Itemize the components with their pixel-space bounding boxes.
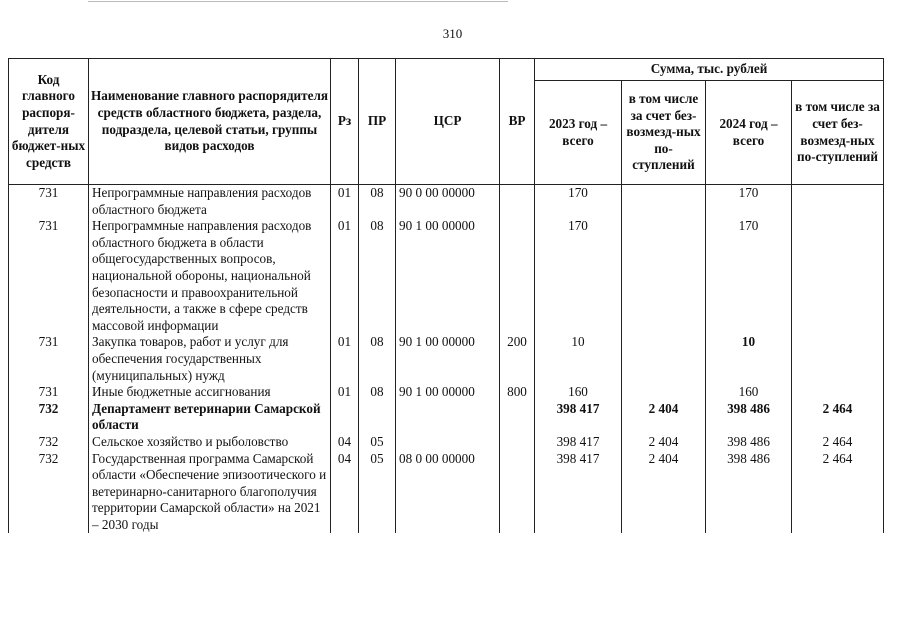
- row-code: 732: [9, 401, 89, 434]
- row-free-2023: 2 404: [622, 434, 706, 451]
- row-free-2024: [792, 218, 884, 334]
- row-pr: 08: [359, 334, 396, 384]
- header-code: Код главного распоря-дителя бюджет-ных средств: [9, 59, 89, 185]
- row-csr: 08 0 00 00000: [396, 451, 500, 534]
- table-row: [9, 384, 884, 401]
- row-csr: 90 1 00 00000: [396, 218, 500, 334]
- row-vr: [500, 218, 535, 334]
- row-csr: [396, 434, 500, 451]
- row-pr: 05: [359, 434, 396, 451]
- header-csr: ЦСР: [396, 59, 500, 185]
- row-name: Сельское хозяйство и рыболовство: [89, 434, 331, 451]
- header-2023-free: в том числе за счет без-возмезд-ных по-ступлений: [622, 81, 706, 185]
- header-2024-free: в том числе за счет без-возмезд-ных по-ступлений: [792, 81, 884, 185]
- row-name: Непрограммные направления расходов областного бюджета в области общегосударственных вопросов, национальной обороны, национальной безопасности и правоохранительной деятельности, а также в сфере средств массовой информации: [89, 218, 331, 334]
- row-csr: 90 1 00 00000: [396, 384, 500, 401]
- row-pr: [359, 401, 396, 434]
- row-free-2024: 2 464: [792, 451, 884, 534]
- row-free-2024: 2 464: [792, 401, 884, 434]
- table-row: [9, 185, 884, 219]
- row-name: Иные бюджетные ассигнования: [89, 384, 331, 401]
- page-number: 310: [442, 26, 463, 41]
- row-sum-2023: 398 417: [535, 401, 622, 434]
- row-csr: [396, 401, 500, 434]
- row-sum-2023: 170: [535, 185, 622, 219]
- top-rule: [88, 1, 508, 2]
- row-free-2023: [622, 334, 706, 384]
- row-free-2024: [792, 384, 884, 401]
- row-sum-2023: 398 417: [535, 451, 622, 534]
- row-vr: [500, 185, 535, 219]
- row-code: 731: [9, 185, 89, 219]
- row-free-2024: [792, 185, 884, 219]
- row-sum-2024: 170: [706, 185, 792, 219]
- row-code: 732: [9, 451, 89, 534]
- row-sum-2024: 398 486: [706, 401, 792, 434]
- row-vr: [500, 451, 535, 534]
- row-rz: 01: [331, 218, 359, 334]
- row-pr: 08: [359, 218, 396, 334]
- row-rz: 04: [331, 434, 359, 451]
- header-2023-total: 2023 год – всего: [535, 81, 622, 185]
- row-pr: 05: [359, 451, 396, 534]
- row-code: 731: [9, 218, 89, 334]
- row-csr: 90 0 00 00000: [396, 185, 500, 219]
- row-code: 731: [9, 384, 89, 401]
- table-row: [9, 334, 884, 384]
- row-name: Департамент ветеринарии Самарской области: [89, 401, 331, 434]
- row-sum-2023: 398 417: [535, 434, 622, 451]
- row-free-2023: 2 404: [622, 401, 706, 434]
- header-rz: Рз: [331, 59, 359, 185]
- budget-table: [8, 58, 884, 533]
- header-pr: ПР: [359, 59, 396, 185]
- row-pr: 08: [359, 384, 396, 401]
- row-name: Закупка товаров, работ и услуг для обеспечения государственных (муниципальных) нужд: [89, 334, 331, 384]
- row-csr: 90 1 00 00000: [396, 334, 500, 384]
- table-row: [9, 434, 884, 451]
- row-free-2024: 2 464: [792, 434, 884, 451]
- row-free-2024: [792, 334, 884, 384]
- row-rz: 01: [331, 384, 359, 401]
- row-sum-2024: 170: [706, 218, 792, 334]
- row-vr: [500, 434, 535, 451]
- row-sum-2024: 398 486: [706, 434, 792, 451]
- row-vr: 800: [500, 384, 535, 401]
- table-row: [9, 401, 884, 434]
- row-sum-2023: 10: [535, 334, 622, 384]
- header-vr: ВР: [500, 59, 535, 185]
- row-rz: 01: [331, 334, 359, 384]
- table-row: [9, 451, 884, 534]
- row-sum-2024: 160: [706, 384, 792, 401]
- row-rz: [331, 401, 359, 434]
- table-row: [9, 218, 884, 334]
- row-code: 731: [9, 334, 89, 384]
- header-2024-total: 2024 год – всего: [706, 81, 792, 185]
- row-name: Непрограммные направления расходов областного бюджета: [89, 185, 331, 219]
- row-free-2023: [622, 384, 706, 401]
- row-sum-2023: 160: [535, 384, 622, 401]
- row-name: Государственная программа Самарской области «Обеспечение эпизоотического и ветеринарно-санитарного благополучия территории Самарской области» на 2021 – 2030 годы: [89, 451, 331, 534]
- row-rz: 04: [331, 451, 359, 534]
- row-free-2023: [622, 218, 706, 334]
- row-sum-2024: 398 486: [706, 451, 792, 534]
- row-free-2023: [622, 185, 706, 219]
- row-code: 732: [9, 434, 89, 451]
- row-vr: 200: [500, 334, 535, 384]
- row-free-2023: 2 404: [622, 451, 706, 534]
- row-vr: [500, 401, 535, 434]
- row-sum-2023: 170: [535, 218, 622, 334]
- row-sum-2024: 10: [706, 334, 792, 384]
- row-pr: 08: [359, 185, 396, 219]
- header-sum: Сумма, тыс. рублей: [535, 59, 884, 81]
- row-rz: 01: [331, 185, 359, 219]
- header-name: Наименование главного распорядителя средств областного бюджета, раздела, подраздела, целевой статьи, группы видов расходов: [89, 59, 331, 185]
